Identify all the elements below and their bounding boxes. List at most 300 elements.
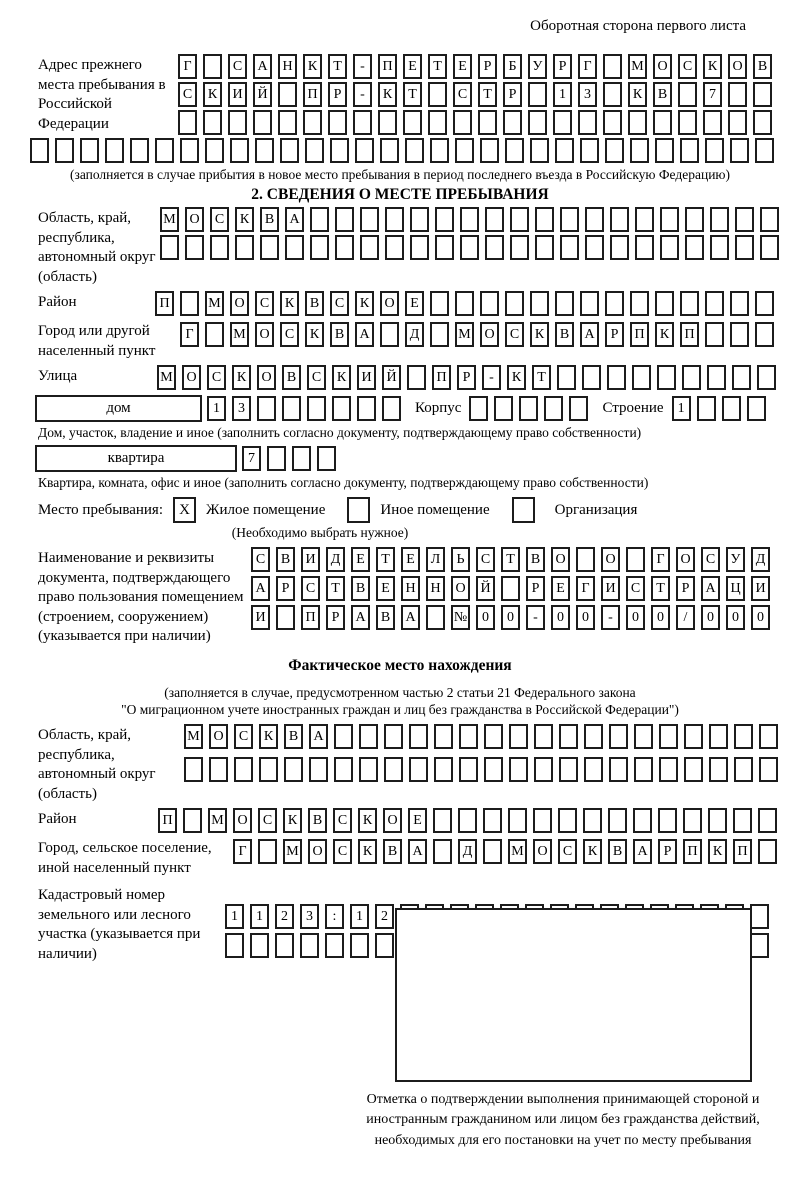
char-box: М: [283, 839, 302, 864]
char-box: 3: [300, 904, 319, 929]
char-box: В: [753, 54, 772, 79]
previous-address-label: Адрес прежнего места пребывания в Российской Федерации: [38, 57, 166, 132]
char-box: А: [351, 605, 370, 630]
char-box: [494, 396, 513, 421]
char-box: Ц: [726, 576, 745, 601]
stay-type-option-residential-label: Жилое помещение: [206, 501, 326, 518]
char-box: К: [203, 82, 222, 107]
char-box: [282, 396, 301, 421]
char-box: А: [401, 605, 420, 630]
apartment-note: Квартира, комната, офис и иное (заполнить согласно документу, подтверждающему право собственности): [38, 475, 649, 490]
char-box: 0: [476, 605, 495, 630]
char-box: М: [208, 808, 227, 833]
char-box: И: [357, 365, 376, 390]
char-box: Е: [405, 291, 424, 316]
char-box: [633, 808, 652, 833]
char-box: [603, 82, 622, 107]
char-box: Г: [180, 322, 199, 347]
char-box: [434, 757, 453, 782]
char-box: О: [601, 547, 620, 572]
char-box: Р: [553, 54, 572, 79]
char-box: Р: [676, 576, 695, 601]
region-field: [0, 207, 800, 287]
char-box: И: [601, 576, 620, 601]
char-box: М: [184, 724, 203, 749]
char-box: [360, 207, 379, 232]
char-box: [410, 207, 429, 232]
char-box: [453, 110, 472, 135]
char-box: [307, 396, 326, 421]
char-box: [533, 808, 552, 833]
char-box: [559, 724, 578, 749]
char-box: О: [233, 808, 252, 833]
document-row-3: [251, 605, 770, 630]
char-box: О: [451, 576, 470, 601]
char-box: [697, 396, 716, 421]
char-box: Р: [658, 839, 677, 864]
char-box: [710, 235, 729, 260]
char-box: [503, 110, 522, 135]
char-box: [258, 839, 277, 864]
char-box: Д: [458, 839, 477, 864]
house-row: [0, 395, 800, 422]
char-box: А: [408, 839, 427, 864]
char-box: Ь: [451, 547, 470, 572]
previous-address-row-1: [178, 54, 772, 79]
char-box: [160, 235, 179, 260]
char-box: [384, 724, 403, 749]
char-box: О: [308, 839, 327, 864]
char-box: Е: [351, 547, 370, 572]
char-box: [235, 235, 254, 260]
char-box: [728, 110, 747, 135]
stay-type-option-organization-label: Организация: [554, 501, 638, 518]
char-box: [730, 291, 749, 316]
actual-district-field: [0, 808, 800, 833]
char-box: -: [526, 605, 545, 630]
apartment-labelbox: квартира: [35, 445, 237, 472]
char-box: [759, 724, 778, 749]
char-box: П: [683, 839, 702, 864]
char-box: [478, 110, 497, 135]
cadastral-label: Кадастровый номер земельного или лесного участка (указывается при наличии): [38, 887, 201, 962]
char-box: [505, 138, 524, 163]
char-box: И: [251, 605, 270, 630]
char-box: В: [308, 808, 327, 833]
char-box: [410, 235, 429, 260]
char-box: [750, 904, 769, 929]
char-box: [635, 235, 654, 260]
stay-type-checkbox-residential[interactable]: X: [173, 497, 196, 523]
char-box: [580, 138, 599, 163]
stroenie-cells: [672, 396, 766, 421]
char-box: [130, 138, 149, 163]
char-box: Е: [401, 547, 420, 572]
char-box: 0: [576, 605, 595, 630]
char-box: [730, 138, 749, 163]
char-box: Р: [328, 82, 347, 107]
actual-region-label: Область, край, республика, автономный округ (область): [38, 727, 156, 802]
char-box: К: [283, 808, 302, 833]
char-box: С: [678, 54, 697, 79]
char-box: К: [655, 322, 674, 347]
char-box: 1: [225, 904, 244, 929]
char-box: Р: [478, 54, 497, 79]
char-box: Д: [405, 322, 424, 347]
char-box: [430, 138, 449, 163]
char-box: [203, 54, 222, 79]
char-box: [705, 291, 724, 316]
actual-city-label: Город, сельское поселение, иной населенный пункт: [38, 840, 212, 876]
char-box: С: [333, 839, 352, 864]
char-box: Н: [278, 54, 297, 79]
char-box: /: [676, 605, 695, 630]
char-box: [732, 365, 751, 390]
char-box: Е: [376, 576, 395, 601]
char-box: [759, 757, 778, 782]
char-box: [655, 291, 674, 316]
char-box: [380, 138, 399, 163]
char-box: [555, 138, 574, 163]
house-labelbox: дом: [35, 395, 202, 422]
char-box: Р: [326, 605, 345, 630]
char-box: М: [160, 207, 179, 232]
char-box: Е: [453, 54, 472, 79]
char-box: К: [358, 839, 377, 864]
char-box: У: [528, 54, 547, 79]
district-row: [155, 291, 774, 316]
char-box: [428, 82, 447, 107]
actual-location-note-line2: "О миграционном учете иностранных граждан и лиц без гражданства в Российской Федерации"): [121, 702, 679, 718]
char-box: В: [376, 605, 395, 630]
char-box: П: [158, 808, 177, 833]
char-box: С: [280, 322, 299, 347]
char-box: [585, 235, 604, 260]
char-box: О: [182, 365, 201, 390]
previous-address-row-3: [178, 110, 772, 135]
char-box: Г: [576, 576, 595, 601]
char-box: [409, 757, 428, 782]
char-box: [728, 82, 747, 107]
char-box: 1: [250, 904, 269, 929]
char-box: [332, 396, 351, 421]
char-box: С: [307, 365, 326, 390]
char-box: -: [353, 82, 372, 107]
char-box: [530, 138, 549, 163]
char-box: А: [253, 54, 272, 79]
char-box: [360, 235, 379, 260]
char-box: [30, 138, 49, 163]
document-field: [0, 547, 800, 647]
char-box: [317, 446, 336, 471]
char-box: [210, 235, 229, 260]
char-box: В: [282, 365, 301, 390]
char-box: [434, 724, 453, 749]
char-box: [505, 291, 524, 316]
char-box: К: [235, 207, 254, 232]
char-box: П: [155, 291, 174, 316]
char-box: Т: [376, 547, 395, 572]
char-box: О: [383, 808, 402, 833]
char-box: К: [259, 724, 278, 749]
char-box: [544, 396, 563, 421]
char-box: А: [355, 322, 374, 347]
actual-district-label: Район: [38, 811, 77, 828]
char-box: [528, 110, 547, 135]
char-box: Г: [233, 839, 252, 864]
char-box: 0: [551, 605, 570, 630]
char-box: [755, 322, 774, 347]
char-box: О: [380, 291, 399, 316]
char-box: К: [628, 82, 647, 107]
char-box: [658, 808, 677, 833]
char-box: 2: [375, 904, 394, 929]
char-box: [660, 235, 679, 260]
char-box: [735, 207, 754, 232]
char-box: [255, 138, 274, 163]
char-box: Н: [426, 576, 445, 601]
char-box: [205, 322, 224, 347]
char-box: [555, 291, 574, 316]
char-box: [580, 291, 599, 316]
char-box: Т: [651, 576, 670, 601]
char-box: 0: [501, 605, 520, 630]
char-box: [655, 138, 674, 163]
char-box: [753, 110, 772, 135]
char-box: [576, 547, 595, 572]
char-box: [459, 724, 478, 749]
previous-address-overflow-row: [0, 138, 800, 163]
char-box: Г: [651, 547, 670, 572]
char-box: [734, 724, 753, 749]
char-box: [501, 576, 520, 601]
char-box: 3: [578, 82, 597, 107]
char-box: С: [207, 365, 226, 390]
char-box: В: [330, 322, 349, 347]
document-label: Наименование и реквизиты документа, подтверждающего право пользования помещением (строением, сооружением) (указывается при наличии): [38, 550, 244, 644]
char-box: [335, 207, 354, 232]
korpus-label: Корпус: [415, 400, 462, 416]
char-box: [459, 757, 478, 782]
char-box: [205, 138, 224, 163]
char-box: [284, 757, 303, 782]
char-box: [605, 291, 624, 316]
char-box: [747, 396, 766, 421]
char-box: [433, 839, 452, 864]
char-box: 2: [275, 904, 294, 929]
previous-address-field: [0, 54, 800, 135]
char-box: [682, 365, 701, 390]
char-box: В: [284, 724, 303, 749]
char-box: Г: [578, 54, 597, 79]
street-row: [157, 365, 776, 390]
char-box: Т: [478, 82, 497, 107]
char-box: [535, 207, 554, 232]
char-box: В: [276, 547, 295, 572]
char-box: П: [680, 322, 699, 347]
char-box: С: [476, 547, 495, 572]
char-box: [584, 724, 603, 749]
char-box: [228, 110, 247, 135]
actual-district-row: [158, 808, 777, 833]
char-box: 3: [232, 396, 251, 421]
char-box: [558, 808, 577, 833]
char-box: В: [608, 839, 627, 864]
char-box: И: [751, 576, 770, 601]
char-box: С: [210, 207, 229, 232]
char-box: [560, 235, 579, 260]
char-box: [480, 291, 499, 316]
char-box: К: [358, 808, 377, 833]
char-box: С: [255, 291, 274, 316]
char-box: [705, 322, 724, 347]
street-field: [0, 365, 800, 390]
char-box: [760, 235, 779, 260]
char-box: [605, 138, 624, 163]
char-box: К: [530, 322, 549, 347]
char-box: [405, 138, 424, 163]
char-box: Й: [382, 365, 401, 390]
house-number-cells: [207, 396, 401, 421]
char-box: [735, 235, 754, 260]
char-box: [385, 207, 404, 232]
char-box: :: [325, 904, 344, 929]
char-box: [509, 757, 528, 782]
char-box: [710, 207, 729, 232]
char-box: П: [630, 322, 649, 347]
char-box: [753, 82, 772, 107]
char-box: 1: [672, 396, 691, 421]
char-box: [708, 808, 727, 833]
char-box: С: [505, 322, 524, 347]
char-box: [278, 110, 297, 135]
char-box: [750, 933, 769, 958]
char-box: [709, 724, 728, 749]
char-box: [484, 757, 503, 782]
char-box: [583, 808, 602, 833]
char-box: [758, 808, 777, 833]
actual-location-title: Фактическое место нахождения: [288, 656, 512, 674]
char-box: [155, 138, 174, 163]
char-box: [635, 207, 654, 232]
char-box: [257, 396, 276, 421]
char-box: А: [309, 724, 328, 749]
char-box: [183, 808, 202, 833]
char-box: С: [228, 54, 247, 79]
district-label: Район: [38, 294, 77, 310]
char-box: В: [260, 207, 279, 232]
actual-location-note-line1: (заполняется в случае, предусмотренном частью 2 статьи 21 Федерального закона: [164, 684, 636, 700]
char-box: [350, 933, 369, 958]
char-box: 0: [751, 605, 770, 630]
char-box: М: [508, 839, 527, 864]
char-box: [610, 207, 629, 232]
char-box: [535, 235, 554, 260]
char-box: [684, 757, 703, 782]
char-box: [603, 54, 622, 79]
char-box: [55, 138, 74, 163]
char-box: [534, 757, 553, 782]
char-box: О: [676, 547, 695, 572]
char-box: Р: [457, 365, 476, 390]
char-box: [430, 322, 449, 347]
char-box: [755, 138, 774, 163]
char-box: [203, 110, 222, 135]
char-box: [519, 396, 538, 421]
char-box: [680, 291, 699, 316]
char-box: [300, 933, 319, 958]
char-box: [653, 110, 672, 135]
char-box: [359, 757, 378, 782]
char-box: Е: [408, 808, 427, 833]
char-box: [483, 808, 502, 833]
char-box: [484, 724, 503, 749]
stay-type-checkbox-other-premises[interactable]: [347, 497, 370, 523]
char-box: П: [301, 605, 320, 630]
char-box: [534, 724, 553, 749]
char-box: В: [351, 576, 370, 601]
char-box: А: [701, 576, 720, 601]
char-box: [185, 235, 204, 260]
char-box: А: [251, 576, 270, 601]
char-box: 7: [242, 446, 261, 471]
char-box: И: [228, 82, 247, 107]
char-box: [325, 933, 344, 958]
stay-type-checkbox-organization[interactable]: [512, 497, 535, 523]
char-box: [105, 138, 124, 163]
char-box: О: [728, 54, 747, 79]
char-box: [435, 235, 454, 260]
char-box: Й: [476, 576, 495, 601]
char-box: С: [301, 576, 320, 601]
char-box: [528, 82, 547, 107]
char-box: [709, 757, 728, 782]
char-box: Т: [328, 54, 347, 79]
confirmation-stamp-caption: Отметка о подтверждении выполнения принимающей стороной и иностранным гражданином или лицом без гражданства действий, необходимых для его постановки на учет по месту пребывания: [366, 1092, 760, 1148]
city-field: [0, 320, 800, 361]
char-box: С: [701, 547, 720, 572]
char-box: [180, 291, 199, 316]
char-box: [267, 446, 286, 471]
char-box: М: [157, 365, 176, 390]
char-box: [309, 757, 328, 782]
char-box: [603, 110, 622, 135]
char-box: Т: [326, 576, 345, 601]
char-box: Т: [532, 365, 551, 390]
char-box: В: [383, 839, 402, 864]
char-box: К: [280, 291, 299, 316]
char-box: [253, 110, 272, 135]
char-box: [225, 933, 244, 958]
char-box: Г: [178, 54, 197, 79]
char-box: [184, 757, 203, 782]
char-box: [469, 396, 488, 421]
char-box: [276, 605, 295, 630]
char-box: [375, 933, 394, 958]
char-box: [384, 757, 403, 782]
char-box: В: [526, 547, 545, 572]
char-box: [683, 808, 702, 833]
char-box: 1: [350, 904, 369, 929]
char-box: П: [432, 365, 451, 390]
char-box: [378, 110, 397, 135]
char-box: [460, 235, 479, 260]
char-box: К: [708, 839, 727, 864]
region-label: Область, край, республика, автономный округ (область): [38, 210, 156, 285]
char-box: О: [653, 54, 672, 79]
char-box: [435, 207, 454, 232]
actual-region-row-1: [184, 724, 778, 749]
